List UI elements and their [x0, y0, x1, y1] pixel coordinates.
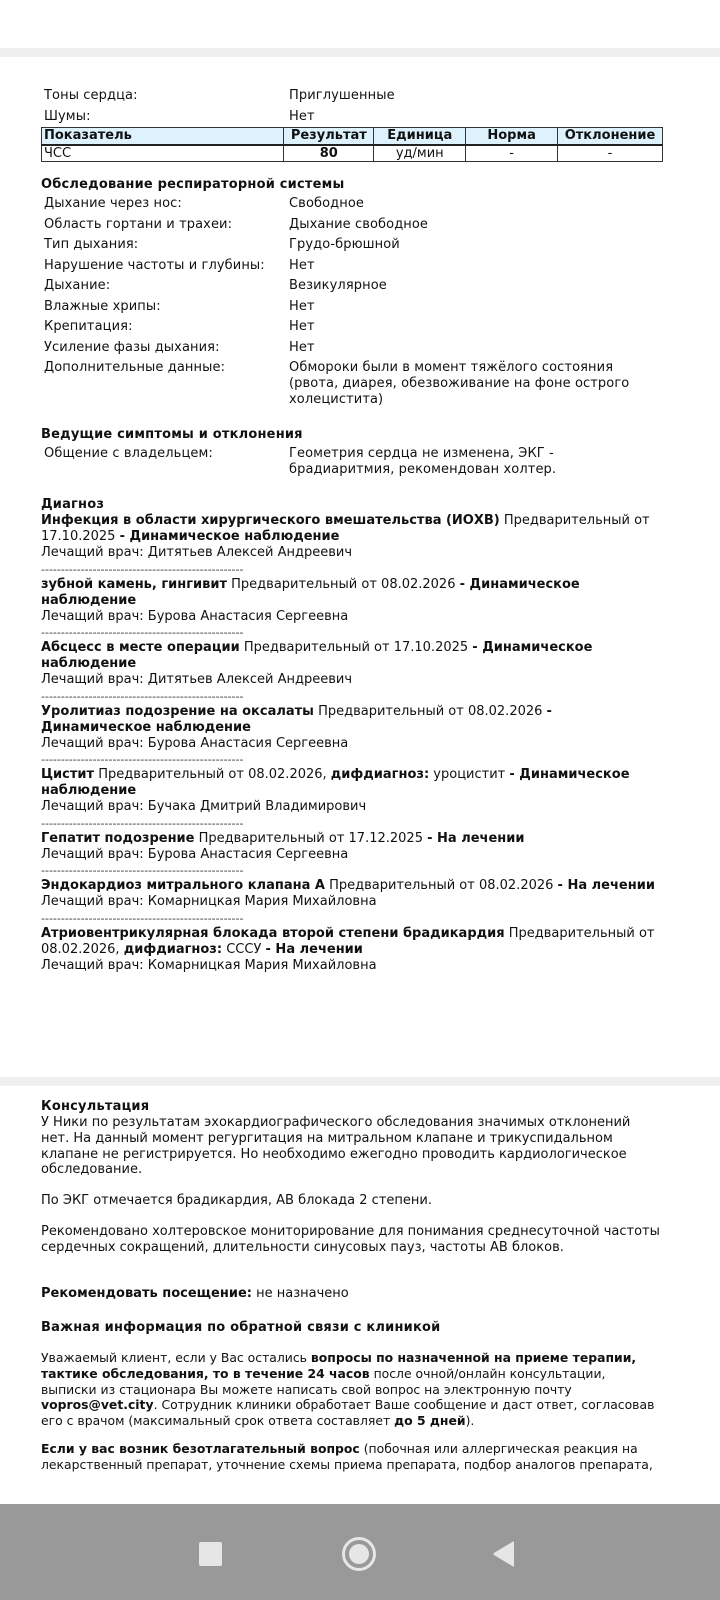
kv-value: Нет: [289, 339, 315, 355]
header-indicator: Показатель: [42, 128, 284, 145]
system-navigation-bar: [0, 1504, 720, 1600]
attending-doctor: [41, 609, 663, 626]
diagnosis-list: [41, 513, 663, 974]
diagnosis-type: Предварительный от 08.02.2026,: [41, 925, 655, 957]
kv-row: [41, 444, 663, 480]
diagnosis-item: [41, 513, 663, 577]
doctor-prefix: Лечащий врач:: [41, 735, 148, 751]
diagnosis-diff-value: уроцистит: [433, 767, 506, 782]
attending-doctor: [41, 894, 663, 911]
section-title: Обследование респираторной системы: [41, 177, 345, 192]
diagnosis-type: Предварительный от 17.12.2025: [198, 830, 423, 846]
doctor-prefix: Лечащий врач:: [41, 846, 148, 862]
diagnosis-line: [41, 577, 663, 609]
cell-indicator: ЧСС: [42, 145, 284, 162]
recents-button[interactable]: [190, 1534, 230, 1574]
diagnosis-item: [41, 831, 663, 879]
diagnosis-separator: ---------------------------------------------------: [41, 626, 244, 639]
diagnosis-name: зубной камень, гингивит: [41, 576, 228, 592]
feedback-text: после очной/онлайн консультации, выписки из стационара Вы можете написать свой вопрос на электронную почту: [41, 1365, 606, 1397]
kv-label: Влажные хрипы:: [44, 298, 161, 314]
diagnosis-line: [41, 640, 663, 672]
visit-value: не назначено: [256, 1286, 349, 1301]
feedback-section: [41, 1319, 663, 1473]
diagnosis-line: [41, 831, 663, 847]
square-icon: [199, 1542, 222, 1566]
kv-value: Грудо-брюшной: [289, 237, 400, 252]
kv-row: [41, 297, 663, 318]
diagnosis-diff-value: СССУ: [226, 941, 262, 957]
kv-label: Дыхание через нос:: [44, 196, 182, 211]
kv-label: Тип дыхания:: [44, 237, 139, 252]
diagnosis-item: [41, 640, 663, 704]
kv-value: Геометрия сердца не изменена, ЭКГ - брадиаритмия, рекомендован холтер.: [289, 446, 557, 477]
kv-row: [41, 194, 663, 215]
consultation-paragraph: По ЭКГ отмечается брадикардия, АВ блокада 2 степени.: [41, 1193, 432, 1209]
visit-label: Рекомендовать посещение:: [41, 1286, 252, 1301]
doctor-name: Комарницкая Мария Михайловна: [147, 894, 377, 909]
doctor-name: Бурова Анастасия Сергеевна: [147, 608, 349, 624]
feedback-bold: Если у вас возник безотлагательный вопрос: [41, 1440, 360, 1456]
diagnosis-line: [41, 767, 663, 799]
diagnosis-status: - Динамическое наблюдение: [41, 703, 552, 735]
kv-label: Шумы:: [44, 108, 91, 124]
diagnosis-section: [41, 496, 663, 974]
section-title: Важная информация по обратной связи с клиникой: [41, 1320, 441, 1335]
circle-icon: [342, 1537, 376, 1571]
indicators-table: [41, 127, 663, 162]
cell-unit: уд/мин: [374, 145, 466, 162]
diagnosis-type: Предварительный от 08.02.2026,: [98, 767, 327, 782]
diagnosis-separator: ---------------------------------------------------: [41, 911, 244, 925]
kv-row: [41, 317, 663, 338]
diagnosis-diff-label: дифдиагноз:: [123, 941, 223, 957]
feedback-text: (побочная или аллергическая реакция на лекарственный препарат, уточнение схемы приема препарата, подбор аналогов препарата,: [41, 1440, 653, 1472]
attending-doctor: [41, 847, 663, 864]
diagnosis-separator: ---------------------------------------------------: [41, 689, 244, 703]
feedback-paragraph: [41, 1350, 663, 1429]
diagnosis-status: - Динамическое наблюдение: [119, 529, 340, 544]
diagnosis-item: [41, 767, 663, 831]
respiratory-section: [41, 176, 663, 410]
back-button[interactable]: [484, 1534, 524, 1574]
feedback-text: Уважаемый клиент, если у Вас остались: [41, 1350, 311, 1365]
doctor-prefix: Лечащий врач:: [41, 894, 148, 909]
diagnosis-item: [41, 577, 663, 641]
section-title: Ведущие симптомы и отклонения: [41, 427, 303, 442]
section-title: Диагноз: [41, 497, 105, 512]
kv-row: [41, 215, 663, 236]
kv-value: Нет: [289, 319, 315, 334]
doctor-name: Дитятьев Алексей Андреевич: [147, 672, 353, 687]
table-row: [42, 145, 663, 162]
section-divider: [0, 48, 720, 57]
cell-result: 80: [284, 145, 374, 162]
diagnosis-status: - Динамическое наблюдение: [41, 576, 580, 608]
doctor-prefix: Лечащий врач:: [41, 957, 148, 973]
attending-doctor: [41, 736, 663, 753]
kv-value: Обмороки были в момент тяжёлого состояния (рвота, диарея, обезвоживание на фоне острого холецистита): [289, 360, 630, 407]
kv-row: [41, 358, 663, 410]
header-deviation: Отклонение: [558, 128, 663, 145]
doctor-prefix: Лечащий врач:: [41, 799, 148, 814]
diagnosis-item: [41, 878, 663, 926]
consultation-paragraph: У Ники по результатам эхокардиографического обследования значимых отклонений нет. На данный момент регургитация на митральном клапане и трикуспидальном клапане не регистрируется. Но необходимо ежегодно проводить кардиологическое обследование.: [41, 1115, 631, 1178]
attending-doctor: [41, 799, 663, 816]
kv-row: [41, 276, 663, 297]
doctor-name: Дитятьев Алексей Андреевич: [147, 545, 353, 560]
attending-doctor: [41, 958, 663, 975]
doctor-prefix: Лечащий врач:: [41, 608, 148, 624]
kv-value: Нет: [289, 257, 315, 273]
cell-deviation: -: [558, 145, 663, 162]
kv-row: [41, 86, 663, 107]
header-unit: Единица: [374, 128, 466, 145]
attending-doctor: [41, 672, 663, 689]
kv-value: Нет: [289, 108, 315, 124]
kv-value: Свободное: [289, 196, 365, 211]
feedback-bold: вопросы по назначенной на приеме терапии, тактике обследования, то в течение 24 часов: [41, 1350, 637, 1381]
feedback-text: . Сотрудник клиники обработает Ваше сообщение и даст ответ, согласовав его с врачом (максимальный срок ответа составляет: [41, 1397, 655, 1429]
kv-label: Дополнительные данные:: [44, 360, 226, 375]
kv-value: Приглушенные: [289, 88, 395, 103]
kv-label: Тоны сердца:: [44, 88, 138, 103]
doctor-prefix: Лечащий врач:: [41, 545, 148, 560]
diagnosis-type: Предварительный от 08.02.2026: [318, 703, 543, 719]
diagnosis-line: [41, 878, 663, 894]
header-result: Результат: [284, 128, 374, 145]
home-button[interactable]: [339, 1534, 379, 1574]
consultation-section: [41, 1098, 663, 1256]
kv-label: Крепитация:: [44, 319, 133, 334]
heart-section: [41, 86, 663, 162]
consultation-paragraph: Рекомендовано холтеровское мониторирование для понимания среднесуточной частоты сердечных сокращений, длительности синусовых пауз, частоты АВ блоков.: [41, 1223, 660, 1255]
diagnosis-line: [41, 926, 663, 958]
diagnosis-item: [41, 704, 663, 768]
kv-label: Нарушение частоты и глубины:: [44, 257, 265, 273]
diagnosis-name: Инфекция в области хирургического вмешательства (ИОХВ): [41, 513, 500, 528]
diagnosis-name: Атриовентрикулярная блокада второй степени брадикардия: [41, 925, 505, 941]
kv-row: [41, 235, 663, 256]
kv-label: Усиление фазы дыхания:: [44, 339, 220, 355]
diagnosis-type: Предварительный от 17.10.2025: [41, 513, 650, 544]
section-title: Консультация: [41, 1099, 150, 1114]
feedback-bold: до 5 дней: [394, 1413, 466, 1429]
diagnosis-name: Цистит: [41, 767, 95, 782]
kv-value: Дыхание свободное: [289, 216, 429, 232]
triangle-left-icon: [491, 1540, 517, 1568]
kv-label: Область гортани и трахеи:: [44, 216, 233, 232]
diagnosis-name: Уролитиаз подозрение на оксалаты: [41, 703, 314, 719]
diagnosis-type: Предварительный от 08.02.2026: [329, 878, 554, 893]
kv-row: [41, 107, 663, 128]
table-header-row: [42, 128, 663, 145]
visit-recommendation: [41, 1286, 663, 1302]
diagnosis-type: Предварительный от 17.10.2025: [243, 640, 469, 655]
diagnosis-type: Предварительный от 08.02.2026: [231, 576, 456, 592]
doctor-name: Бурова Анастасия Сергеевна: [147, 735, 349, 751]
diagnosis-separator: ---------------------------------------------------: [41, 562, 244, 576]
diagnosis-name: Абсцесс в месте операции: [41, 640, 240, 655]
doctor-name: Бурова Анастасия Сергеевна: [147, 846, 349, 862]
diagnosis-status: - На лечении: [265, 941, 363, 957]
kv-value: Нет: [289, 298, 315, 314]
feedback-text: ).: [465, 1413, 475, 1429]
diagnosis-line: [41, 513, 663, 545]
diagnosis-name: Эндокардиоз митрального клапана А: [41, 878, 325, 893]
kv-row: [41, 256, 663, 277]
diagnosis-status: - Динамическое наблюдение: [41, 640, 593, 671]
diagnosis-status: - На лечении: [557, 878, 655, 893]
diagnosis-status: - Динамическое наблюдение: [41, 767, 630, 798]
diagnosis-diff-label: дифдиагноз:: [330, 767, 430, 782]
diagnosis-separator: ---------------------------------------------------: [41, 864, 244, 877]
kv-label: Дыхание:: [44, 278, 111, 293]
section-divider: [0, 1077, 720, 1086]
diagnosis-name: Гепатит подозрение: [41, 830, 195, 846]
kv-label: Общение с владельцем:: [44, 446, 213, 461]
attending-doctor: [41, 545, 663, 562]
symptoms-section: [41, 426, 663, 480]
doctor-name: Комарницкая Мария Михайловна: [147, 957, 377, 973]
kv-value: Везикулярное: [289, 278, 387, 293]
cell-norm: -: [466, 145, 558, 162]
diagnosis-separator: ---------------------------------------------------: [41, 816, 244, 830]
doctor-name: Бучака Дмитрий Владимирович: [147, 799, 367, 814]
diagnosis-status: - На лечении: [427, 830, 525, 846]
diagnosis-item: [41, 926, 663, 975]
feedback-paragraph: [41, 1441, 663, 1473]
diagnosis-line: [41, 704, 663, 736]
header-norm: Норма: [466, 128, 558, 145]
diagnosis-separator: ---------------------------------------------------: [41, 753, 244, 766]
doctor-prefix: Лечащий врач:: [41, 672, 148, 687]
feedback-email-link[interactable]: vopros@vet.city: [41, 1397, 154, 1413]
kv-row: [41, 338, 663, 359]
